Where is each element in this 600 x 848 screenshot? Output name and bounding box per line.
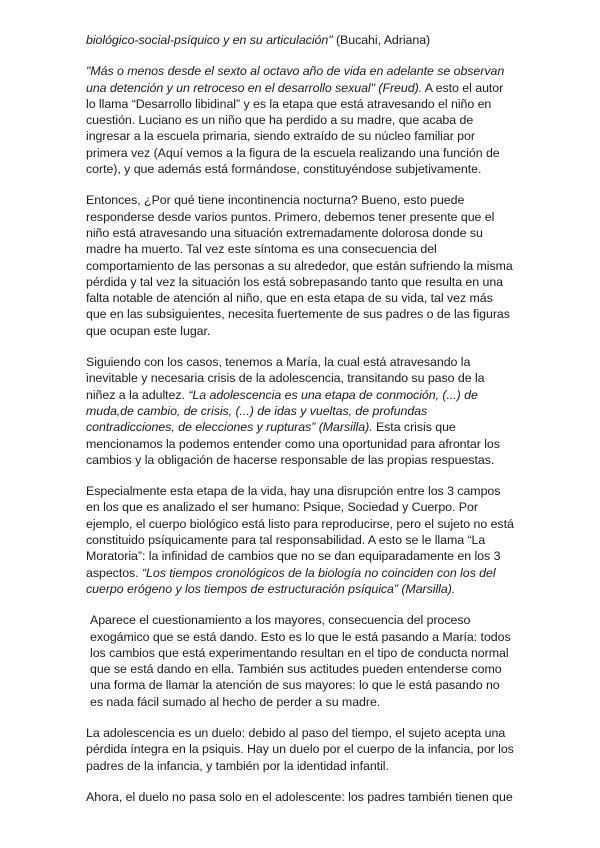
paragraph-duelo-text: La adolescencia es un duelo: debido al paso del tiempo, el sujeto acepta una pérdida íntegra en la psiquis. Hay un duelo por el cuerpo de la infancia, por los padres de la infancia, y también por la identidad infantil. <box>86 725 514 773</box>
paragraph-maria-crisis-text-2: Esta crisis que mencionamos la podemos entender como una oportunidad para afrontar los cambios y la obligación de hacerse responsable de las propias respuestas. <box>86 420 500 467</box>
paragraph-freud <box>86 63 514 177</box>
paragraph-duelo <box>86 725 514 774</box>
intro-line <box>86 32 514 48</box>
paragraph-maria-crisis <box>86 354 514 468</box>
freud-quote: "Más o menos desde el sexto al octavo año de vida en adelante se observan una detención y un retroceso en el desarrollo sexual" <box>86 64 505 95</box>
marsilla-quote-2: “Los tiempos cronológicos de la biología no coinciden con los del cuerpo erógeno y los tiempos de estructuración psíquica” (Marsilla). <box>86 565 496 596</box>
paragraph-maria-crisis-text: Siguiendo con los casos, tenemos a María, la cual está atravesando la inevitable y necesaria crisis de la adolescencia, transitando su paso de la niñez a la adultez. <box>86 355 485 402</box>
freud-citation: (Freud). <box>374 80 423 95</box>
marsilla-quote-1: “La adolescencia es una etapa de conmoción, (...) de muda,de cambio, de crisis, (...) de idas y vueltas, de profundas contradicciones, de elecciones y rupturas” (Marsilla). <box>86 387 478 435</box>
paragraph-moratoria <box>86 483 514 597</box>
intro-citation: (Bucahi, Adriana) <box>332 33 431 47</box>
paragraph-incontinencia <box>86 192 514 339</box>
paragraph-cuestionamiento-text: Aparece el cuestionamiento a los mayores, consecuencia del proceso exogámico que se está dando. Esto es lo que le está pasando a María: todos los cambios que está experimentando resultan en el tipo de conducta normal que se está dando en ella. También sus actitudes pueden entenderse como una forma de llamar la atención de sus mayores: lo que le está pasando no es nada fácil sumado al hecho de perder a su madre. <box>90 613 511 709</box>
paragraph-freud-text: A esto el autor lo llama “Desarrollo libidinal” y es la etapa que está atravesando el niño en cuestión. Luciano es un niño que ha perdido a su madre, que acaba de ingresar a la escuela primaria, siendo extraído de su núcleo familiar por primera vez (Aquí vemos a la figura de la escuela realizando una función de corte), y que además está formándose, constituyéndose subjetivamente. <box>86 80 504 177</box>
paragraph-padres <box>86 789 514 805</box>
paragraph-padres-text: Ahora, el duelo no pasa solo en el adolescente: los padres también tienen que <box>86 789 513 804</box>
paragraph-cuestionamiento <box>86 612 514 710</box>
paragraph-incontinencia-text: Entonces, ¿Por qué tiene incontinencia nocturna? Bueno, esto puede responderse desde varios puntos. Primero, debemos tener presente que el niño está atravesando una situación extremadamente dolorosa donde su madre ha muerto. Tal vez este síntoma es una consecuencia del comportamiento de las personas a su alrededor, que están sufriendo la misma pérdida y tal vez la situación los está sobrepasando tanto que resulta en una falta notable de atención al niño, que en esta etapa de su vida, tal vez más que en las subsiguientes, necesita fuertemente de sus padres o de las figuras que ocupan este lugar. <box>86 193 513 338</box>
paragraph-moratoria-text: Especialmente esta etapa de la vida, hay una disrupción entre los 3 campos en los que es analizado el ser humano: Psique, Sociedad y Cuerpo. Por ejemplo, el cuerpo biológico está listo para reproducirse, pero el sujeto no está constituido psíquicamente para tal responsabilidad. A esto se le llama “La Moratoria”: la infinidad de cambios que no se dan equiparadamente en los 3 aspectos. <box>86 484 514 580</box>
intro-italic: biológico-social-psíquico y en su articulación" <box>86 33 333 47</box>
